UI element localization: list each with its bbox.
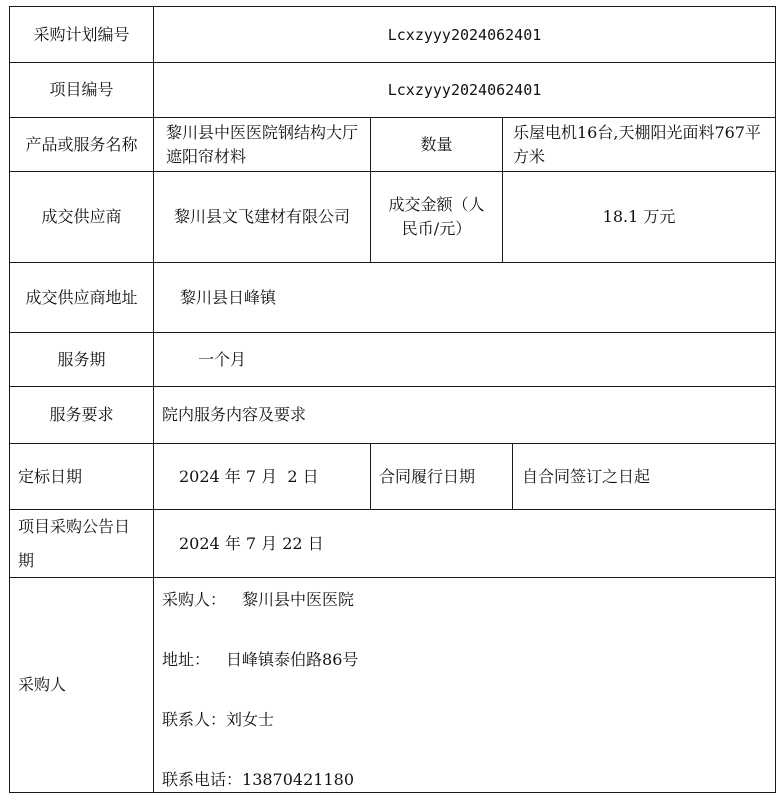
purchaser-phone-line [162,768,354,792]
quantity-label-cell [371,118,503,172]
plan-number-value-cell [154,6,776,63]
amount-value-cell [503,172,776,263]
purchaser-address-label: 地址： [162,650,211,669]
supplier-address-value: 黎川县日峰镇 [180,287,277,307]
supplier-label: 成交供应商 [41,207,122,226]
contract-date-value: 自合同签订之日起 [522,466,651,486]
announcement-date-label: 项目采购公告日期 [18,516,131,570]
service-period-label: 服务期 [57,349,106,369]
contract-date-label-cell [371,444,513,510]
service-requirements-label: 服务要求 [49,405,114,424]
project-number-value-cell [154,63,776,118]
project-number-value: Lcxzyyy2024062401 [387,81,542,99]
quantity-label: 数量 [420,134,453,154]
purchaser-name-label: 采购人： [162,590,227,609]
purchaser-name-value: 黎川县中医医院 [242,590,355,609]
project-number-label-cell [9,63,154,118]
amount-label-cell [371,172,503,263]
purchaser-contact-value: 刘女士 [226,710,275,729]
product-label-cell [9,118,154,172]
service-period-label-cell [9,333,154,387]
quantity-value: 乐屋电机16台,天棚阳光面料767平方米 [513,122,761,166]
service-period-value: 一个月 [198,349,247,369]
purchaser-contact-line [162,708,274,732]
award-date-value: 2024 年 7 月 2 日 [179,466,319,486]
supplier-label-cell [9,172,154,263]
announcement-date-value-cell [154,510,776,578]
purchaser-label: 采购人 [18,675,67,694]
award-date-label-cell [9,444,154,510]
supplier-value: 黎川县文飞建材有限公司 [173,207,350,226]
purchaser-contact-label: 联系人： [162,710,227,729]
amount-value: 18.1 万元 [602,207,676,226]
contract-date-label: 合同履行日期 [379,466,476,486]
service-requirements-value: 院内服务内容及要求 [162,405,307,424]
service-period-value-cell [154,333,776,387]
purchaser-address-value: 日峰镇泰伯路86号 [226,650,359,669]
product-value: 黎川县中医医院钢结构大厅遮阳帘材料 [166,122,359,166]
purchaser-name-line [162,588,354,612]
plan-number-value: Lcxzyyy2024062401 [387,25,542,44]
announcement-date-label-cell [9,510,154,578]
purchaser-label-cell [9,578,154,793]
product-label: 产品或服务名称 [25,134,138,154]
announcement-date-value: 2024 年 7 月 22 日 [179,533,324,553]
service-requirements-value-cell [154,387,776,444]
purchaser-details-cell [154,578,776,793]
supplier-address-label-cell [9,263,154,333]
quantity-value-cell [503,118,776,172]
purchaser-phone-label: 联系电话： [162,770,243,789]
supplier-address-label: 成交供应商地址 [25,287,138,307]
award-date-label: 定标日期 [18,466,83,486]
plan-number-label: 采购计划编号 [33,24,130,44]
service-requirements-label-cell [9,387,154,444]
product-value-cell [154,118,371,172]
award-date-value-cell [154,444,371,510]
project-number-label: 项目编号 [49,80,114,99]
supplier-value-cell [154,172,371,263]
plan-number-label-cell [9,6,154,63]
supplier-address-value-cell [154,263,776,333]
purchaser-address-line [162,648,358,672]
contract-date-value-cell [513,444,776,510]
purchaser-phone-value: 13870421180 [242,770,354,789]
amount-label: 成交金额（人民币/元） [388,195,485,238]
